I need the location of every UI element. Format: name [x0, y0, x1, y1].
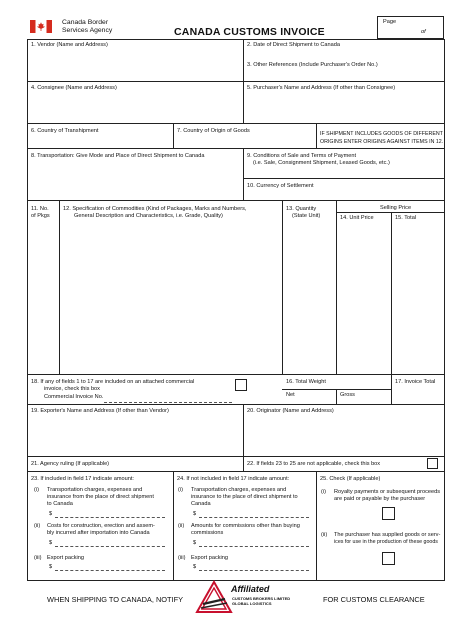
field-24-ii-line1: Amounts for commissions other than buying: [191, 523, 300, 529]
field-18-checkbox[interactable]: [235, 379, 247, 391]
field-8-transportation-label: 8. Transportation: Give Mode and Place of Direct Shipment to Canada: [31, 153, 205, 159]
field-25-roman-i: (i): [321, 489, 326, 495]
field-25-i-line1: Royalty payments or subsequent proceeds: [334, 489, 441, 495]
field-23-label: 23. If included in field 17 indicate amount:: [31, 476, 134, 482]
field-25-i-line2: are paid or payable by the purchaser: [334, 496, 426, 502]
field-23-roman-iii: (iii): [34, 555, 42, 561]
field-24-ii-line2: commissions: [191, 530, 224, 536]
field-16-total-weight-label: 16. Total Weight: [286, 379, 326, 385]
field-23-ii-dollar: $: [49, 540, 53, 546]
field-18-label-2: invoice, check this box: [44, 386, 100, 392]
field-23-ii-line1: Costs for construction, erection and assem-: [47, 523, 155, 529]
field-2-shipment-date-label: 2. Date of Direct Shipment to Canada: [247, 42, 340, 48]
field-24-iii-amount-line[interactable]: [199, 570, 309, 571]
field-9-conditions-sub: (i.e. Sale, Consignment Shipment, Leased Goods, etc.): [253, 160, 390, 166]
field-23-iii-label: Export packing: [47, 555, 85, 561]
field-24-i-line2: insurance to the place of direct shipment to: [191, 494, 298, 500]
field-23-roman-ii: (ii): [34, 523, 41, 529]
field-11-pkgs-label-2: of Pkgs: [31, 213, 50, 219]
footer-notify-text: WHEN SHIPPING TO CANADA, NOTIFY: [47, 595, 184, 604]
field-22-checkbox[interactable]: [427, 458, 438, 469]
logo-name: Affiliated: [231, 584, 270, 594]
logo-line2: GLOBAL LOGISTICS: [232, 601, 272, 606]
field-13-quantity-label-2: (State Unit): [292, 213, 321, 219]
field-3-other-references-label: 3. Other References (Include Purchaser's Order No.): [247, 62, 378, 68]
canada-flag-icon: [30, 20, 52, 33]
affiliated-triangle-icon: [195, 580, 233, 614]
field-7-note-line2: ORIGINS ENTER ORIGINS AGAINST ITEMS IN 12.: [320, 139, 444, 145]
field-24-roman-iii: (iii): [178, 555, 186, 561]
gross-weight-label: Gross: [340, 392, 355, 398]
field-24-i-line1: Transportation charges, expenses and: [191, 487, 287, 493]
commercial-invoice-number-line: [104, 402, 232, 403]
field-24-i-amount-line[interactable]: [199, 517, 309, 518]
field-23-iii-dollar: $: [49, 564, 53, 570]
field-25-ii-line2: ices for use in the production of these goods: [334, 539, 438, 545]
field-24-iii-dollar: $: [193, 564, 197, 570]
field-4-consignee-label: 4. Consignee (Name and Address): [31, 85, 117, 91]
field-5-purchaser-label: 5. Purchaser's Name and Address (If other than Consignee): [247, 85, 396, 91]
field-13-quantity-label-1: 13. Quantity: [286, 206, 317, 212]
field-23-iii-amount-line[interactable]: [55, 570, 165, 571]
field-25-i-checkbox[interactable]: [382, 507, 395, 520]
logo-line1: CUSTOMS BROKERS LIMITED: [232, 596, 291, 601]
field-24-roman-i: (i): [178, 487, 183, 493]
field-1-vendor-label: 1. Vendor (Name and Address): [31, 42, 108, 48]
field-23-i-line2: insurance from the place of direct shipment: [47, 494, 154, 500]
field-25-roman-ii: (ii): [321, 532, 328, 538]
field-10-currency-label: 10. Currency of Settlement: [247, 183, 314, 189]
field-7-note-line1: IF SHIPMENT INCLUDES GOODS OF DIFFERENT: [320, 131, 443, 137]
field-21-agency-ruling-label: 21. Agency ruling (If applicable): [31, 461, 110, 467]
field-24-ii-amount-line[interactable]: [199, 546, 309, 547]
field-23-roman-i: (i): [34, 487, 39, 493]
page-of-label: of: [421, 29, 426, 35]
field-22-label: 22. If fields 23 to 25 are not applicable, check this box: [247, 461, 381, 467]
field-18-label-3: Commercial Invoice No.: [44, 394, 104, 400]
field-24-i-dollar: $: [193, 511, 197, 517]
field-19-exporter-label: 19. Exporter's Name and Address (If other than Vendor): [31, 408, 169, 414]
field-18-label-1: 18. If any of fields 1 to 17 are included on an attached commercial: [31, 379, 195, 385]
footer-clearance-text: FOR CUSTOMS CLEARANCE: [323, 595, 425, 604]
field-25-ii-line1: The purchaser has supplied goods or serv-: [334, 532, 441, 538]
field-6-transhipment-label: 6. Country of Transhipment: [31, 128, 99, 134]
affiliated-logo: [195, 579, 295, 615]
field-24-roman-ii: (ii): [178, 523, 185, 529]
field-24-label: 24. If not included in field 17 indicate amount:: [177, 476, 290, 482]
field-9-conditions-label: 9. Conditions of Sale and Terms of Payment: [247, 153, 357, 159]
field-24-ii-dollar: $: [193, 540, 197, 546]
field-11-pkgs-label-1: 11. No.: [31, 206, 49, 212]
field-17-invoice-total-label: 17. Invoice Total: [395, 379, 436, 385]
field-23-ii-amount-line[interactable]: [55, 546, 165, 547]
field-7-origin-label: 7. Country of Origin of Goods: [177, 128, 250, 134]
field-25-label: 25. Check (If applicable): [320, 476, 381, 482]
field-24-i-line3: Canada: [191, 501, 211, 507]
field-23-i-amount-line[interactable]: [55, 517, 165, 518]
field-14-unit-price-label: 14. Unit Price: [340, 215, 374, 221]
agency-name-line1: Canada Border: [62, 19, 109, 26]
selling-price-label: Selling Price: [380, 205, 412, 211]
form-title: CANADA CUSTOMS INVOICE: [174, 26, 325, 38]
field-23-i-line3: to Canada: [47, 501, 73, 507]
field-24-iii-label: Export packing: [191, 555, 229, 561]
field-25-ii-checkbox[interactable]: [382, 552, 395, 565]
agency-name-line2: Services Agency: [62, 27, 113, 34]
field-15-total-label: 15. Total: [395, 215, 417, 221]
field-23-i-line1: Transportation charges, expenses and: [47, 487, 143, 493]
field-20-originator-label: 20. Originator (Name and Address): [247, 408, 334, 414]
field-23-ii-line2: bly incurred after importation into Canada: [47, 530, 150, 536]
field-12-commodities-label-2: General Description and Characteristics, i.e. Grade, Quality): [74, 213, 223, 219]
page-label: Page: [383, 19, 397, 25]
field-12-commodities-label-1: 12. Specification of Commodities (Kind of Packages, Marks and Numbers,: [63, 206, 247, 212]
field-23-i-dollar: $: [49, 511, 53, 517]
net-weight-label: Net: [286, 392, 295, 398]
